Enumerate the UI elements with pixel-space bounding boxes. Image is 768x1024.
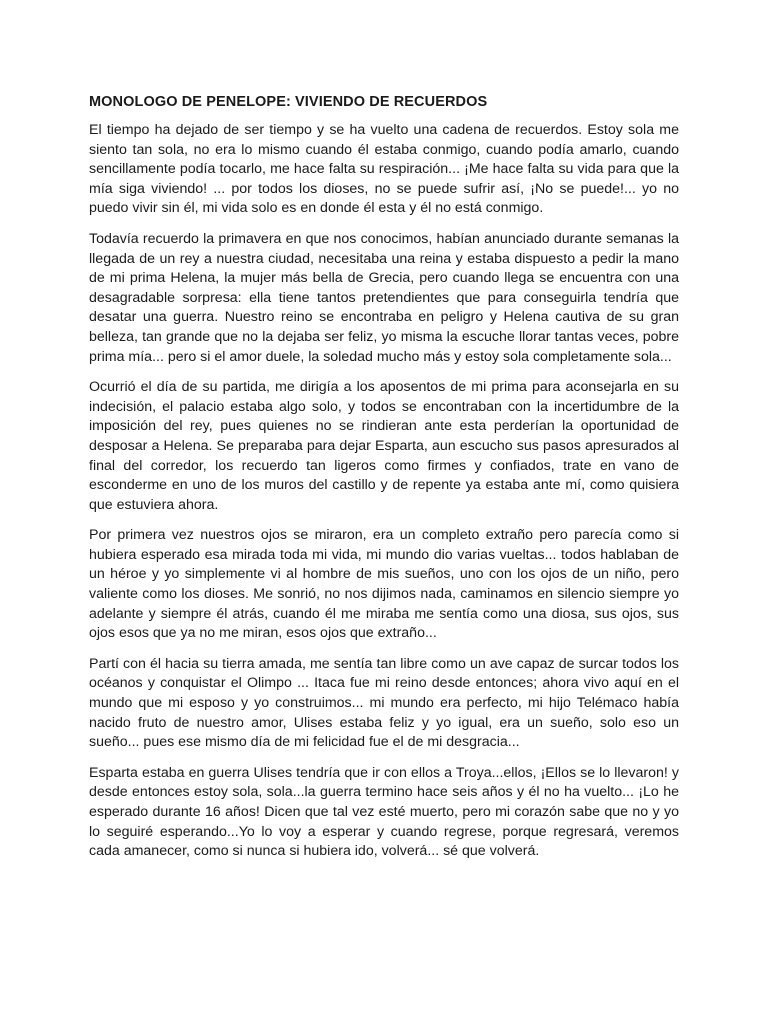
paragraph-4: Por primera vez nuestros ojos se miraron, era un completo extraño pero parecía como si hubiera esperado esa mirada toda mi vida, mi mundo dio varias vueltas... todos hablaban de un héroe y yo simplemente vi al hombre de mis sueños, uno con los ojos de un niño, pero valiente como los dioses. Me sonrió, no nos dijimos nada, caminamos en silencio siempre yo adelante y siempre él atrás, cuando él me miraba me sentía como una diosa, sus ojos, sus ojos esos que ya no me miran, esos ojos que extraño... bbox=[89, 527, 679, 642]
paragraph-5: Partí con él hacia su tierra amada, me sentía tan libre como un ave capaz de surcar todos los océanos y conquistar el Olimpo ... Itaca fue mi reino desde entonces; ahora vivo aquí en el mundo que mi esposo y yo construimos... mi mundo era perfecto, mi hijo Telémaco había nacido fruto de nuestro amor, Ulises estaba feliz y yo igual, era un sueño, solo eso un sueño... pues ese mismo día de mi felicidad fue el de mi desgracia... bbox=[89, 655, 679, 751]
paragraph-1: El tiempo ha dejado de ser tiempo y se ha vuelto una cadena de recuerdos. Estoy sola me siento tan sola, no era lo mismo cuando él estaba conmigo, cuando podía amarlo, cuando sencillamente podía tocarlo, me hace falta su respiración... ¡Me hace falta su vida para que la mía siga viviendo! ... por todos los dioses, no se puede sufrir así, ¡No se puede!... yo no puedo vivir sin él, mi vida solo es en donde él esta y él no está conmigo. bbox=[89, 122, 679, 217]
paragraph-6: Esparta estaba en guerra Ulises tendría que ir con ellos a Troya...ellos, ¡Ellos se lo llevaron! y desde entonces estoy sola, sola...la guerra termino hace seis años y él no ha vuelto... ¡Lo he esperado durante 16 años! Dicen que tal vez esté muerto, pero mi corazón sabe que no y yo lo seguiré esperando...Yo lo voy a esperar y cuando regrese, porque regresará, veremos cada amanecer, como si nunca si hubiera ido, volverá... sé que volverá. bbox=[89, 764, 679, 860]
document-page bbox=[89, 92, 679, 873]
paragraph-3: Ocurrió el día de su partida, me dirigía a los aposentos de mi prima para aconsejarla en su indecisión, el palacio estaba algo solo, y todos se encontraban con la incertidumbre de la imposición del rey, pues quienes no se rindieran ante esta perderían la oportunidad de desposar a Helena. Se preparaba para dejar Esparta, aun escucho sus pasos apresurados al final del corredor, los recuerdo tan ligeros como firmes y confiados, trate en vano de esconderme en uno de los muros del castillo y de repente ya estaba ante mí, como quisiera que estuviera ahora. bbox=[89, 379, 679, 513]
document-title: MONOLOGO DE PENELOPE: VIVIENDO DE RECUERDOS bbox=[89, 94, 488, 110]
paragraph-2: Todavía recuerdo la primavera en que nos conocimos, habían anunciado durante semanas la llegada de un rey a nuestra ciudad, necesitaba una reina y estaba dispuesto a pedir la mano de mi prima Helena, la mujer más bella de Grecia, pero cuando llega se encuentra con una desagradable sorpresa: ella tiene tantos pretendientes que para conseguirla tendría que desatar una guerra. Nuestro reino se encontraba en peligro y Helena cautiva de su gran belleza, tan grande que no la dejaba ser feliz, yo misma la escuche llorar tantas veces, pobre prima mía... pero si el amor duele, la soledad mucho más y estoy sola completamente sola... bbox=[89, 230, 679, 365]
